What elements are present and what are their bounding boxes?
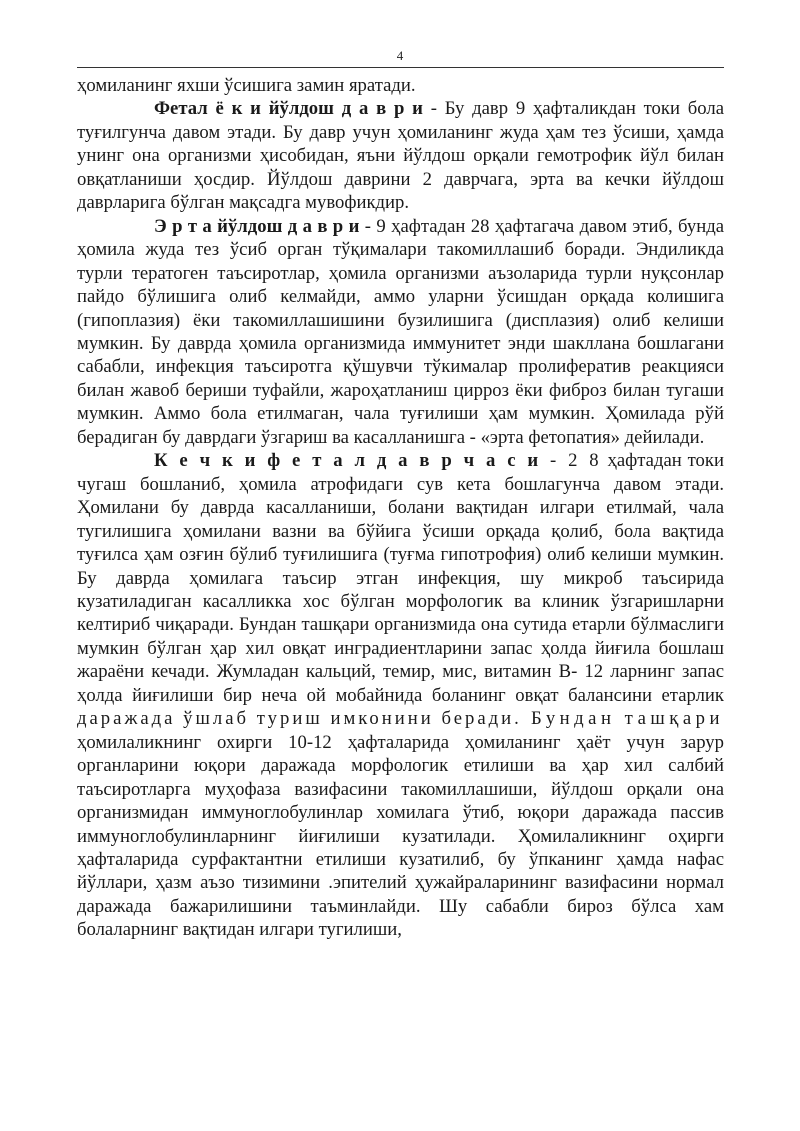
paragraph-body: ҳафтадан токи чугаш бошланиб, ҳомила атрофидаги сув кета бошлагунча давом этади. Ҳомилани бу даврда касалланиши, болани вақтидан илгари етилмай, чала тугилишига ҳомилани вазни ва бўйига ўсиши орқада қолиб, бола вақтида туғилса ҳам озғин бўлиб туғилишига (туғма гипотрофия) олиб келиши мумкин. Бу даврда ҳомилага таъсир этган инфекция, шу микроб таъсирида кузатиладиган касалликка хос бўлган морфологик ва клиник ўзгаришларни келтириб чиқаради. Бундан ташқари организмида она сутида етарли бўлмаслиги мумкин бўлган ҳар хил овқат инградиентларини запас ҳолда йиғила бошлаш жараёни кечади. Жумладан кальций, темир, мис, витамин В- 12 ларнинг запас ҳолда йиғилиши бир неча ой мобайнида боланинг овқат балансини етарлик bbox=[77, 450, 724, 706]
header-rule bbox=[77, 67, 724, 68]
section-heading-early: Э р т а йўлдош д а в р и bbox=[154, 215, 360, 237]
paragraph-body: - 9 ҳафтадан 28 ҳафтагача давом этиб, бунда ҳомила жуда тез ўсиб орган тўқималари такомиллашиб боради. Эндиликда турли тератоген таъсиротлар, ҳомила организми аъзоларида турли нуқсонлар пайдо бўлишига олиб келмайди, аммо уларни ўсишдан орқада колишига (гипоплазия) ёки такомиллашишини бузилишига (дисплазия) олиб келиши мумкин. Бу даврда ҳомила организмида иммунитет энди шакллана бошлагани сабабли, инфекция таъсиротга қўшувчи тўкималар пролифератив реакцияси билан жавоб бериши туфайли, жароҳатланиш цирроз ёки фиброз билан тугаши мумкин. Аммо бола етилмаган, чала туғилиши ҳам мумкин. Ҳомилада рўй берадиган бу даврдаги ўзгариш ва касалланишга - «эрта фетопатия» дейилади. bbox=[77, 215, 724, 448]
spaced-text: даражада ўшлаб туриш имконини беради. bbox=[77, 708, 522, 730]
heading-dash-number: - 2 8 bbox=[541, 450, 602, 472]
paragraph-early-placental bbox=[77, 215, 724, 450]
section-heading-fetal: Фетал ё к и йўлдош д а в р и bbox=[154, 98, 423, 120]
page-number: 4 bbox=[396, 48, 404, 63]
paragraph-fetal-period bbox=[77, 97, 724, 214]
spaced-text: Бундан ташқари bbox=[521, 708, 724, 730]
paragraph-late-fetal bbox=[77, 449, 724, 942]
paragraph-body: - Бу давр 9 ҳафталикдан токи бола туғилгунча давом этади. Бу давр учун ҳомиланинг жуда ҳам тез ўсиши, ҳамда унинг она организми ҳисобидан, яъни йўлдош орқали гемотрофик йўл билан овқатланиши ҳосдир. Йўлдош даврини 2 даврчага, эрта ва кечки йўлдош даврларига бўлган мақсадга мувофикдир. bbox=[77, 98, 724, 214]
body-text bbox=[77, 74, 724, 942]
section-heading-late: К е ч к и ф е т а л д а в р ч а с и bbox=[154, 450, 542, 472]
paragraph-body: ҳомилаликнинг охирги 10-12 ҳафталарида ҳомиланинг ҳаёт учун зарур органларини юқори даражада морфологик етилиши ва ҳар хил салбий таъсиротларга муҳофаза вазифасини такомиллашиши, йўлдош орқали она организмидан иммуноглобулинлар хомилага ўтиб, юқори даражада пассив иммуноглобулинларнинг йиғилиши кузатилади. Ҳомилаликнинг оҳирги ҳафталарида сурфактантни етилиши кузатилиб, бу ўпканинг ҳамда нафас йўллари, ҳазм аъзо тизимини .эпителий ҳужайраларининг вазифасини нормал даражада бажарилишини таъминлайди. Шу сабабли бироз бўлса хам болаларнинг вақтидан илгари тугилиши, bbox=[77, 731, 724, 941]
paragraph-continuation: ҳомиланинг яхши ўсишига замин яратади. bbox=[77, 75, 416, 96]
